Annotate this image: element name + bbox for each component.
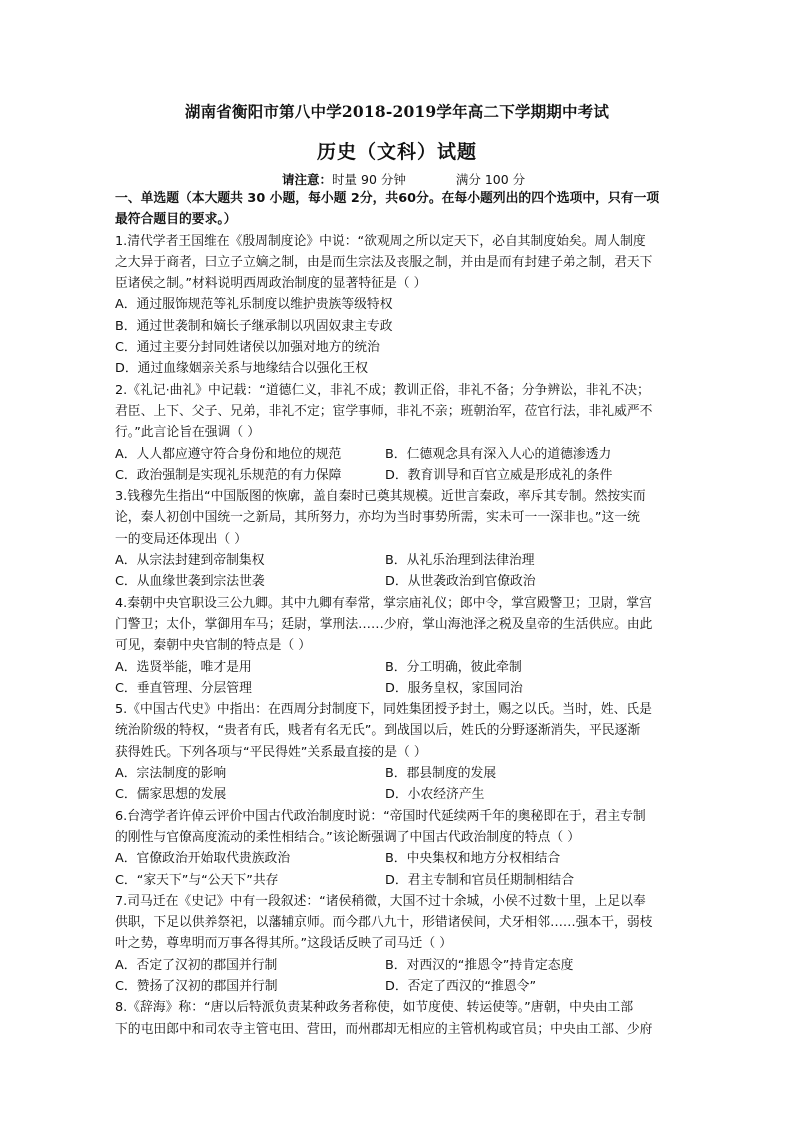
answer-option[interactable]: D．通过血缘姻亲关系与地缘结合以强化王权 xyxy=(115,361,368,377)
question-stem-line: 的刚性与官僚高度流动的柔性相结合。”该论断强调了中国古代政治制度的特点（ ） xyxy=(115,829,580,845)
answer-option[interactable]: D．否定了西汉的“推恩令” xyxy=(385,978,537,994)
answer-option[interactable]: B．仁德观念具有深入人心的道德渗透力 xyxy=(385,446,612,462)
answer-option[interactable]: B．郡县制度的发展 xyxy=(385,766,497,782)
question-stem-line: 获得姓氏。下列各项与“平民得姓”关系最直接的是（ ） xyxy=(115,744,427,760)
section-heading-line-2: 最符合题目的要求。） xyxy=(115,212,237,228)
answer-option[interactable]: D．从世袭政治到官僚政治 xyxy=(385,574,536,590)
exam-title: 湖南省衡阳市第八中学2018-2019学年高二下学期期中考试 xyxy=(184,102,610,121)
question-stem-line: 论，秦人初创中国统一之新局，其所努力，亦均为当时事势所需，实未可一一深非也。”这一统 xyxy=(115,510,640,526)
answer-option[interactable]: A．人人都应遵守符合身份和地位的规范 xyxy=(115,446,342,462)
question-stem-line: 之大异于商者，曰立子立嫡之制，由是而生宗法及丧服之制，并由是而有封建子弟之制，君天下 xyxy=(115,254,653,270)
answer-option[interactable]: A．选贤举能，唯才是用 xyxy=(115,659,252,675)
exam-body xyxy=(115,188,683,1040)
question-stem-line: 1.清代学者王国维在《殷周制度论》中说：“欲观周之所以定天下，必自其制度始矣。周人制度 xyxy=(115,233,646,249)
answer-option[interactable]: B．通过世袭制和嫡长子继承制以巩固奴隶主专政 xyxy=(115,318,393,334)
question-stem-line: 门警卫；太仆，掌御用车马；廷尉，掌刑法……少府，掌山海池泽之税及皇帝的生活供应。由此 xyxy=(115,616,653,632)
question-stem-line: 下的屯田郎中和司农寺主管屯田、营田，而州郡却无相应的主管机构或官员；中央由工部、少府 xyxy=(115,1021,653,1037)
section-heading-line-1: 一、单选题（本大题共 30 小题，每小题 2分，共60分。在每小题列出的四个选项中，只有一项 xyxy=(115,191,660,206)
answer-option[interactable]: C．儒家思想的发展 xyxy=(115,787,227,803)
answer-option[interactable]: C．“家天下”与“公天下”共存 xyxy=(115,872,279,888)
question-8 xyxy=(115,997,683,1040)
question-stem-line: 7.司马迁在《史记》中有一段叙述：“诸侯稍微，大国不过十余城，小侯不过数十里，上足以奉 xyxy=(115,893,646,909)
answer-option[interactable]: B．对西汉的“推恩令”持肯定态度 xyxy=(385,957,574,973)
question-stem-line: 6.台湾学者许倬云评价中国古代政治制度时说：“帝国时代延续两千年的奥秘即在于，君主专制 xyxy=(115,808,646,824)
question-stem-line: 统治阶级的特权，“贵者有氏，贱者有名无氏”。到战国以后，姓氏的分野逐渐消失，平民逐渐 xyxy=(115,723,641,739)
question-5 xyxy=(115,699,683,805)
question-1 xyxy=(115,231,683,380)
exam-subtitle: 历史（文科）试题 xyxy=(316,141,477,163)
answer-option[interactable]: A．否定了汉初的郡国并行制 xyxy=(115,957,278,973)
question-stem-line: 2.《礼记·曲礼》中记载：“道德仁义，非礼不成；教训正俗，非礼不备；分争辨讼，非礼不决； xyxy=(115,382,650,398)
question-list xyxy=(115,231,683,1040)
question-3 xyxy=(115,486,683,592)
exam-notice xyxy=(282,170,525,188)
question-7 xyxy=(115,891,683,997)
question-6 xyxy=(115,806,683,891)
answer-option[interactable]: A．通过服饰规范等礼乐制度以维护贵族等级特权 xyxy=(115,297,393,313)
answer-option[interactable]: C．从血缘世袭到宗法世袭 xyxy=(115,574,265,590)
exam-time: 时量 90 分钟 xyxy=(332,172,406,187)
answer-option[interactable]: A．官僚政治开始取代贵族政治 xyxy=(115,851,291,867)
answer-option-row xyxy=(115,678,683,699)
answer-option[interactable]: D．小农经济产生 xyxy=(385,787,485,803)
answer-option[interactable]: A．宗法制度的影响 xyxy=(115,766,227,782)
answer-option-row xyxy=(115,976,683,997)
question-stem-line: 可见，秦朝中央官制的特点是（ ） xyxy=(115,638,312,654)
answer-option[interactable]: C．政治强制是实现礼乐规范的有力保障 xyxy=(115,467,342,483)
answer-option[interactable]: A．从宗法封建到帝制集权 xyxy=(115,553,265,569)
answer-option-row xyxy=(115,763,683,784)
answer-option-row xyxy=(115,465,683,486)
answer-option-row xyxy=(115,955,683,976)
answer-option[interactable]: D．教育训导和百官立威是形成礼的条件 xyxy=(385,467,613,483)
answer-option-row xyxy=(115,784,683,805)
answer-option[interactable]: D．君主专制和官员任期制相结合 xyxy=(385,872,575,888)
question-stem-line: 4.秦朝中央官职设三公九卿。其中九卿有奉常，掌宗庙礼仪；郎中令，掌宫殿警卫；卫尉，掌宫 xyxy=(115,595,652,611)
question-stem-line: 行。”此言论旨在强调（ ） xyxy=(115,425,261,441)
question-stem-line: 8.《辞海》称：“唐以后特派负责某种政务者称使，如节度使、转运使等。”唐朝，中央由工部 xyxy=(115,1000,634,1016)
question-stem-line: 臣诸侯之制。”材料说明西周政治制度的显著特征是（ ） xyxy=(115,276,427,292)
question-stem-line: 3.钱穆先生指出“中国版图的恢廓，盖自秦时已奠其规模。近世言秦政，率斥其专制。然按实而 xyxy=(115,489,646,505)
question-stem-line: 5.《中国古代史》中指出：在西周分封制度下，同姓集团授予封土，赐之以氏。当时，姓、氏是 xyxy=(115,702,652,718)
question-2 xyxy=(115,380,683,486)
answer-option[interactable]: B．中央集权和地方分权相结合 xyxy=(385,851,561,867)
answer-option[interactable]: B．从礼乐治理到法律治理 xyxy=(385,553,535,569)
answer-option-row xyxy=(115,657,683,678)
answer-option[interactable]: D．服务皇权，家国同治 xyxy=(385,680,523,696)
question-4 xyxy=(115,593,683,699)
question-stem-line: 一的变局还体现出（ ） xyxy=(115,531,248,547)
answer-option[interactable]: C．通过主要分封同姓诸侯以加强对地方的统治 xyxy=(115,340,380,356)
answer-option-row xyxy=(115,571,683,592)
answer-option-row xyxy=(115,848,683,869)
question-stem-line: 君臣、上下、父子、兄弟，非礼不定；宦学事师，非礼不亲；班朝治军，莅官行法，非礼威严不 xyxy=(115,403,653,419)
answer-option[interactable]: C．垂直管理、分层管理 xyxy=(115,680,252,696)
question-stem-line: 供职，下足以供养祭祀，以藩辅京师。而今郡八九十，形错诸侯间，犬牙相邻……强本干，弱枝 xyxy=(115,915,653,931)
question-stem-line: 叶之势，尊卑明而万事各得其所。”这段话反映了司马迁（ ） xyxy=(115,936,453,952)
answer-option-row xyxy=(115,550,683,571)
notice-label: 请注意： xyxy=(282,172,333,187)
exam-score: 满分 100 分 xyxy=(455,172,526,187)
answer-option[interactable]: C．赞扬了汉初的郡国并行制 xyxy=(115,978,278,994)
answer-option-row xyxy=(115,444,683,465)
answer-option-row xyxy=(115,870,683,891)
answer-option[interactable]: B．分工明确，彼此牵制 xyxy=(385,659,522,675)
